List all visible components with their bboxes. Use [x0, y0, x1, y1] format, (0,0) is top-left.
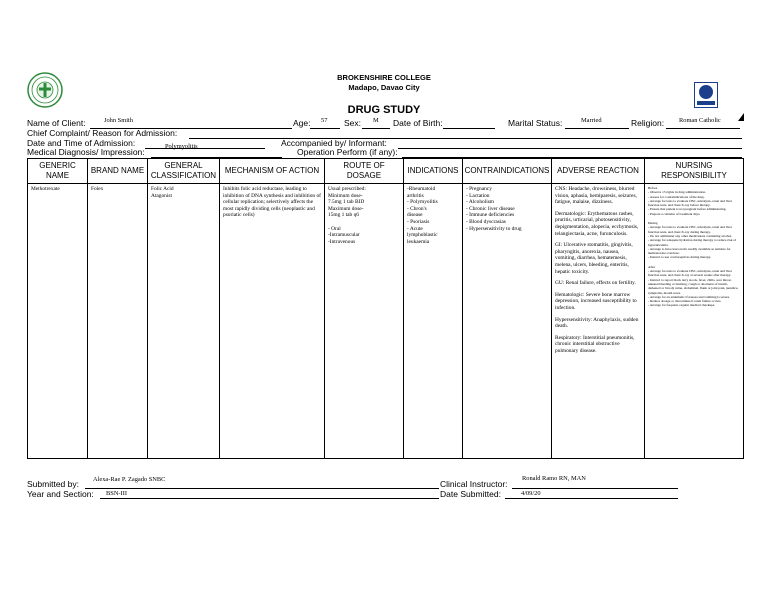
- instructor-value[interactable]: Ronald Ramo RN, MAN: [522, 475, 586, 482]
- brand-name-cell[interactable]: [88, 184, 148, 459]
- route-text: Usual prescribed: Minimum dose- 7.5mg 1 tab BID Maximum dose- 15mg 1 tab q6 - Oral -Intramuscular -Intravenous: [328, 186, 366, 245]
- indications-text: -Rheumatoid arthritis - Polymyolitis - Chron's disease - Psoriasis - Acute lymphoblastic leukaemia: [407, 186, 438, 245]
- table-header-row: [28, 159, 744, 184]
- header-contraindications: CONTRAINDICATIONS: [463, 159, 552, 184]
- adverse-gu: GU: Renal failure, effects on fertility.: [555, 280, 636, 287]
- adverse-dermatologic: Dermatologic: Erythematous rashes, pruritis, urticarial, photosensitivity, depigmentation, alopecia, ecchymosis, telangiectasia, acne, furunculosis.: [555, 210, 639, 237]
- dob-label: Date of Birth:: [393, 118, 443, 128]
- sex-line: [362, 128, 390, 129]
- date-submitted-line: [505, 498, 678, 499]
- contraindications-cell[interactable]: [463, 184, 552, 459]
- admission-line: [145, 148, 265, 149]
- marital-label: Marital Status:: [508, 118, 563, 128]
- marital-value[interactable]: Married: [581, 117, 602, 124]
- religion-label: Religion:: [631, 118, 665, 128]
- adverse-hematologic: Hematologic: Severe bone marrow depression, increased susceptibility to infection.: [555, 291, 637, 311]
- drug-study-table: [27, 158, 744, 459]
- table-row: [28, 184, 744, 459]
- marital-line: [565, 128, 629, 129]
- brand-name-text: Folex: [91, 186, 104, 192]
- submitted-label: Submitted by:: [27, 479, 79, 489]
- header-generic-name: GENERIC NAME: [28, 159, 88, 184]
- generic-name-text: Methotrexate: [31, 186, 60, 192]
- sex-value[interactable]: M: [373, 117, 379, 124]
- complaint-line: [189, 138, 742, 139]
- mechanism-cell[interactable]: [220, 184, 325, 459]
- classification-cell[interactable]: [148, 184, 220, 459]
- adverse-cns: CNS: Headache, drowsiness, blurred vision, aphasia, hemiparesis, seizures, fatigue, malaise, dizziness.: [555, 186, 637, 206]
- age-label: Age:: [293, 118, 311, 128]
- header-indications: INDICATIONS: [404, 159, 463, 184]
- instructor-line: [512, 488, 678, 489]
- college-location: Madapo, Davao City: [348, 83, 420, 92]
- generic-name-cell[interactable]: [28, 184, 88, 459]
- nursing-during: During - Arrange for tests to evaluate CBC, urinalysis, renal and liver function tests, and chest X-ray during therapy. - Do not administer any other medications containing alcohol. - Arrange for adequate hydration during therapy to reduce risk of hyperuricemia. - Arrange to have leucovorin readily available as antidote for methotrexate overdose. - Instruct to use contraceptives during therapy.: [648, 221, 737, 260]
- adverse-gi: GI: Ulcerative stomatitis, gingivitis, pharyngitis, anorexia, nausea, vomiting, diarrhea, hematemesis, melena, ulcers, bleeding, enteritis, hepatic toxicity.: [555, 242, 633, 275]
- dob-line: [443, 128, 495, 129]
- route-cell[interactable]: [325, 184, 404, 459]
- header-route: ROUTE OF DOSAGE: [325, 159, 404, 184]
- header-classification: GENERAL CLASSIFICATION: [148, 159, 220, 184]
- diagnosis-label: Medical Diagnosis/ Impression:: [27, 147, 145, 157]
- header-mechanism: MECHANISM OF ACTION: [220, 159, 325, 184]
- indications-cell[interactable]: [404, 184, 463, 459]
- nursing-responsibility-cell[interactable]: [645, 184, 744, 459]
- header-brand-name: BRAND NAME: [88, 159, 148, 184]
- mechanism-text: Inhibits folic acid reductase, leading to inhibition of DNA synthesis and inhibition of cellular replication; selectively affects the most rapidly dividing cells (neoplastic and psoriatic cells): [223, 186, 321, 219]
- college-name: BROKENSHIRE COLLEGE: [337, 73, 431, 82]
- operation-label: Operation Perform (if any):: [297, 147, 398, 157]
- contraindications-text: - Pregnancy - Lactation - Alcoholism - Chronic liver disease - Immune deficiencies - Blood dyscrasias - Hypersensitivity to drug: [466, 186, 522, 232]
- religion-value[interactable]: Roman Catholic: [679, 117, 721, 124]
- accompanied-label: Accompanied by/ Informant:: [281, 138, 387, 148]
- date-submitted-value[interactable]: 4/09/20: [521, 490, 541, 497]
- classification-text: Folic Acid Atagonist: [151, 186, 174, 199]
- religion-line: [666, 128, 740, 129]
- nursing-before: Before - Observe 15 rights in drug administration. - Assess for contraindications of the drug. - Arrange for tests to evaluate CBC, urinalysis, renal and liver function tests, and chest X-ray before therapy. - Ensure that patient is not pregnant before administering. - Prepare a calendar of treatment days.: [648, 186, 732, 216]
- complaint-label: Chief Complaint/ Reason for Admission:: [27, 128, 178, 138]
- page-title: DRUG STUDY: [347, 104, 421, 116]
- year-section-label: Year and Section:: [27, 489, 94, 499]
- adverse-hypersensitivity: Hypersensitivity: Anaphylaxis, sudden death.: [555, 316, 639, 330]
- adverse-respiratory: Respiratory: Interstitial pneumonitis, chronic interstitial obstructive pulmonary disease.: [555, 334, 635, 354]
- header-nursing-responsibility: NURSING RESPONSIBILITY: [645, 159, 744, 184]
- year-section-line: [100, 498, 439, 499]
- submitted-value[interactable]: Alexa-Rae P. Zagado SNBC: [93, 476, 166, 483]
- name-value[interactable]: John Smith: [104, 117, 133, 124]
- age-line: [310, 128, 340, 129]
- adverse-reaction-cell[interactable]: [552, 184, 645, 459]
- instructor-label: Clinical Instructor:: [440, 479, 508, 489]
- admission-label: Date and Time of Admission:: [27, 138, 136, 148]
- name-label: Name of Client:: [27, 118, 86, 128]
- year-section-value[interactable]: BSN-III: [106, 490, 127, 497]
- submitted-line: [85, 488, 439, 489]
- age-value[interactable]: 57: [321, 117, 328, 124]
- sex-label: Sex:: [344, 118, 362, 128]
- accompanied-line: [398, 148, 742, 149]
- diagnosis-value[interactable]: Polymyolitis: [165, 143, 198, 150]
- nursing-after: After - Arrange for tests to evaluate CBC, urinalysis, renal and liver function tests, and chest X-ray at several weeks after therapy. - Instruct to report black tarry stools, fever, chills, sore throat, unusual bleeding or bruising, cough or shortness of breath, darkened or bloody urine, abdominal, flank or joint pain, jaundice, symptoms, mouth sores. - Arrange for an antiemetic if nausea and vomiting is severe. - Reduce dosage or discontinue if renal failure occurs. - Arrange for frequent, regular medical checkups.: [648, 264, 739, 308]
- date-submitted-label: Date Submitted:: [440, 489, 501, 499]
- header-adverse-reaction: ADVERSE REACTION: [552, 159, 645, 184]
